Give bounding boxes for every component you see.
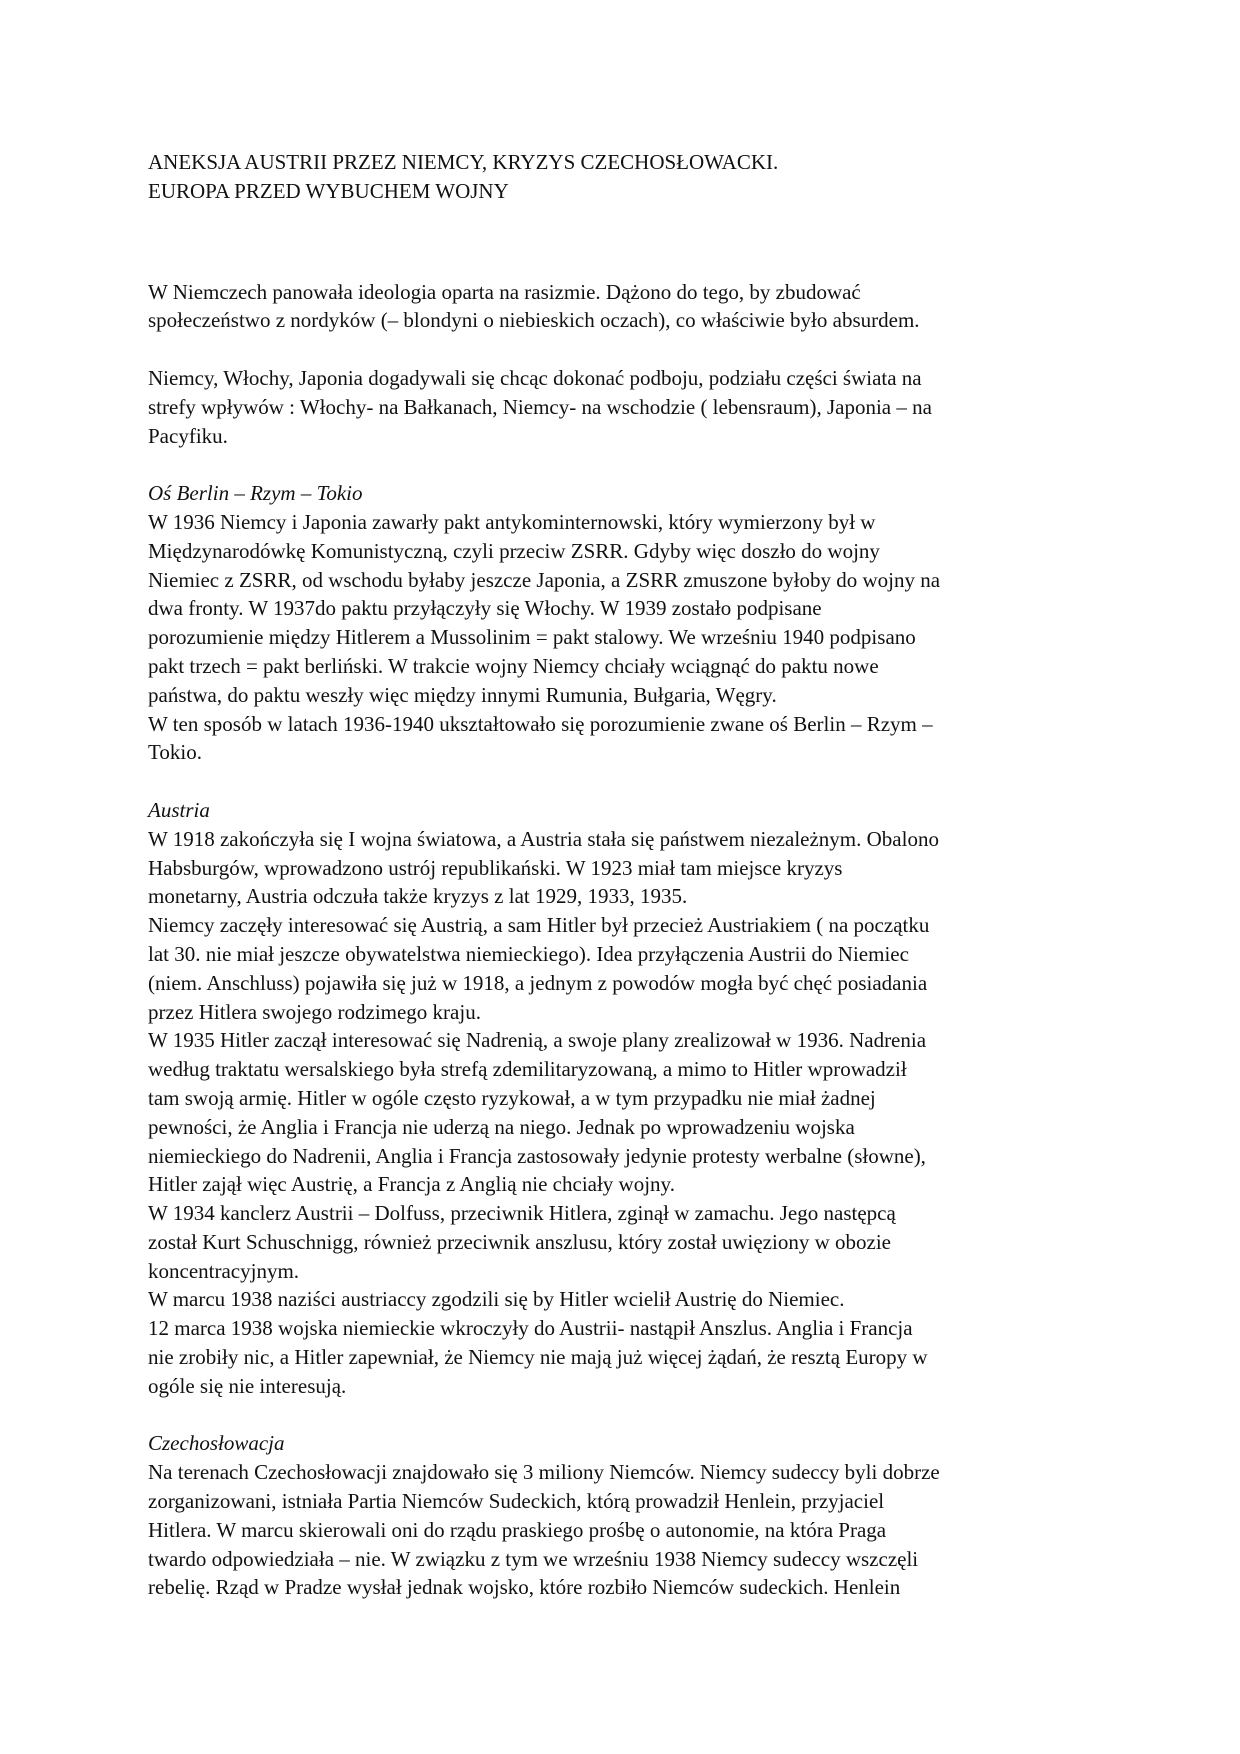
section-paragraph — [148, 710, 1096, 768]
section-paragraph — [148, 1314, 1096, 1400]
text-line: W Niemczech panowała ideologia oparta na rasizmie. Dążono do tego, by zbudować — [148, 279, 861, 304]
title-line: ANEKSJA AUSTRII PRZEZ NIEMCY, KRYZYS CZECHOSŁOWACKI. — [148, 150, 779, 174]
text-line: przez Hitlera swojego rodzimego kraju. — [148, 999, 481, 1024]
section-paragraph — [148, 825, 1096, 911]
text-line: tam swoją armię. Hitler w ogóle często ryzykował, a w tym przypadku nie miał żadnej — [148, 1085, 876, 1110]
text-line: według traktatu wersalskiego była strefą zdemilitaryzowaną, a mimo to Hitler wprowadził — [148, 1057, 907, 1082]
section-heading: Austria — [148, 797, 210, 822]
text-line: W 1918 zakończyła się I wojna światowa, a Austria stała się państwem niezależnym. Obalono — [148, 826, 939, 851]
section-axis — [148, 479, 1096, 767]
intro-paragraph — [148, 364, 1096, 450]
text-line: Pacyfiku. — [148, 423, 228, 448]
text-line: rebelię. Rząd w Pradze wysłał jednak wojsko, które rozbiło Niemców sudeckich. Henlein — [148, 1575, 901, 1600]
text-line: Niemcy zaczęły interesować się Austrią, a sam Hitler był przecież Austriakiem ( na początku — [148, 913, 930, 938]
document-page — [148, 148, 1096, 1602]
section-paragraph — [148, 1199, 1096, 1285]
text-line: Na terenach Czechosłowacji znajdowało się 3 miliony Niemców. Niemcy sudeccy byli dobrze — [148, 1460, 940, 1485]
section-paragraph — [148, 1285, 1096, 1314]
text-line: Niemcy, Włochy, Japonia dogadywali się chcąc dokonać podboju, podziału części świata na — [148, 365, 922, 390]
text-line: Hitlera. W marcu skierowali oni do rządu praskiego prośbę o autonomie, na która Praga — [148, 1517, 887, 1542]
text-line: Niemiec z ZSRR, od wschodu byłaby jeszcze Japonia, a ZSRR zmuszone byłoby do wojny na — [148, 567, 941, 592]
text-line: Międzynarodówkę Komunistyczną, czyli przeciw ZSRR. Gdyby więc doszło do wojny — [148, 538, 880, 563]
text-line: W 1935 Hitler zaczął interesować się Nadrenią, a swoje plany zrealizował w 1936. Nadrenia — [148, 1028, 927, 1053]
title-line: EUROPA PRZED WYBUCHEM WOJNY — [148, 178, 509, 203]
intro-paragraph — [148, 278, 1096, 336]
title-spacer — [148, 206, 1096, 278]
text-line: zorganizowani, istniała Partia Niemców Sudeckich, którą prowadził Henlein, przyjaciel — [148, 1489, 885, 1514]
text-line: W marcu 1938 naziści austriaccy zgodzili się by Hitler wcielił Austrię do Niemiec. — [148, 1287, 845, 1312]
section-heading: Oś Berlin – Rzym – Tokio — [148, 481, 363, 506]
text-line: Hitler zajął więc Austrię, a Francja z Anglią nie chciały wojny. — [148, 1172, 675, 1197]
document-title — [148, 148, 1096, 206]
text-line: W 1934 kanclerz Austrii – Dolfuss, przeciwnik Hitlera, zginął w zamachu. Jego następcą — [148, 1201, 896, 1226]
text-line: (niem. Anschluss) pojawiła się już w 1918, a jednym z powodów mogła być chęć posiadania — [148, 970, 928, 995]
text-line: lat 30. nie miał jeszcze obywatelstwa niemieckiego). Idea przyłączenia Austrii do Niemiec — [148, 941, 909, 966]
text-line: monetarny, Austria odczuła także kryzys z lat 1929, 1933, 1935. — [148, 884, 688, 909]
text-line: 12 marca 1938 wojska niemieckie wkroczyły do Austrii- nastąpił Anszlus. Anglia i Francja — [148, 1316, 913, 1341]
section-czechoslovakia — [148, 1429, 1096, 1602]
section-heading: Czechosłowacja — [148, 1431, 285, 1456]
text-line: W 1936 Niemcy i Japonia zawarły pakt antykominternowski, który wymierzony był w — [148, 509, 876, 534]
text-line: państwa, do paktu weszły więc między innymi Rumunia, Bułgaria, Węgry. — [148, 682, 777, 707]
text-line: twardo odpowiedziała – nie. W związku z tym we wrześniu 1938 Niemcy sudeccy wszczęli — [148, 1546, 919, 1571]
section-austria — [148, 796, 1096, 1401]
text-line: porozumienie między Hitlerem a Mussolinim = pakt stalowy. We wrześniu 1940 podpisano — [148, 625, 916, 650]
text-line: Habsburgów, wprowadzono ustrój republikański. W 1923 miał tam miejsce kryzys — [148, 855, 843, 880]
section-paragraph — [148, 1026, 1096, 1199]
text-line: Tokio. — [148, 740, 202, 765]
section-paragraph — [148, 1458, 1096, 1602]
text-line: ogóle się nie interesują. — [148, 1373, 347, 1398]
text-line: pakt trzech = pakt berliński. W trakcie wojny Niemcy chciały wciągnąć do paktu nowe — [148, 653, 879, 678]
text-line: W ten sposób w latach 1936-1940 ukształtowało się porozumienie zwane oś Berlin – Rzym – — [148, 711, 933, 736]
text-line: niemieckiego do Nadrenii, Anglia i Francja zastosowały jedynie protesty werbalne (słowne), — [148, 1143, 926, 1168]
text-line: dwa fronty. W 1937do paktu przyłączyły się Włochy. W 1939 zostało podpisane — [148, 596, 822, 621]
text-line: nie zrobiły nic, a Hitler zapewniał, że Niemcy nie mają już więcej żądań, że resztą Europy w — [148, 1345, 928, 1370]
text-line: został Kurt Schuschnigg, również przeciwnik anszlusu, który został uwięziony w obozie — [148, 1229, 891, 1254]
section-paragraph — [148, 911, 1096, 1026]
text-line: społeczeństwo z nordyków (– blondyni o niebieskich oczach), co właściwie było absurdem. — [148, 308, 920, 333]
text-line: pewności, że Anglia i Francja nie uderzą na niego. Jednak po wprowadzeniu wojska — [148, 1114, 855, 1139]
text-line: koncentracyjnym. — [148, 1258, 300, 1283]
text-line: strefy wpływów : Włochy- na Bałkanach, Niemcy- na wschodzie ( lebensraum), Japonia – na — [148, 394, 932, 419]
section-paragraph — [148, 508, 1096, 710]
